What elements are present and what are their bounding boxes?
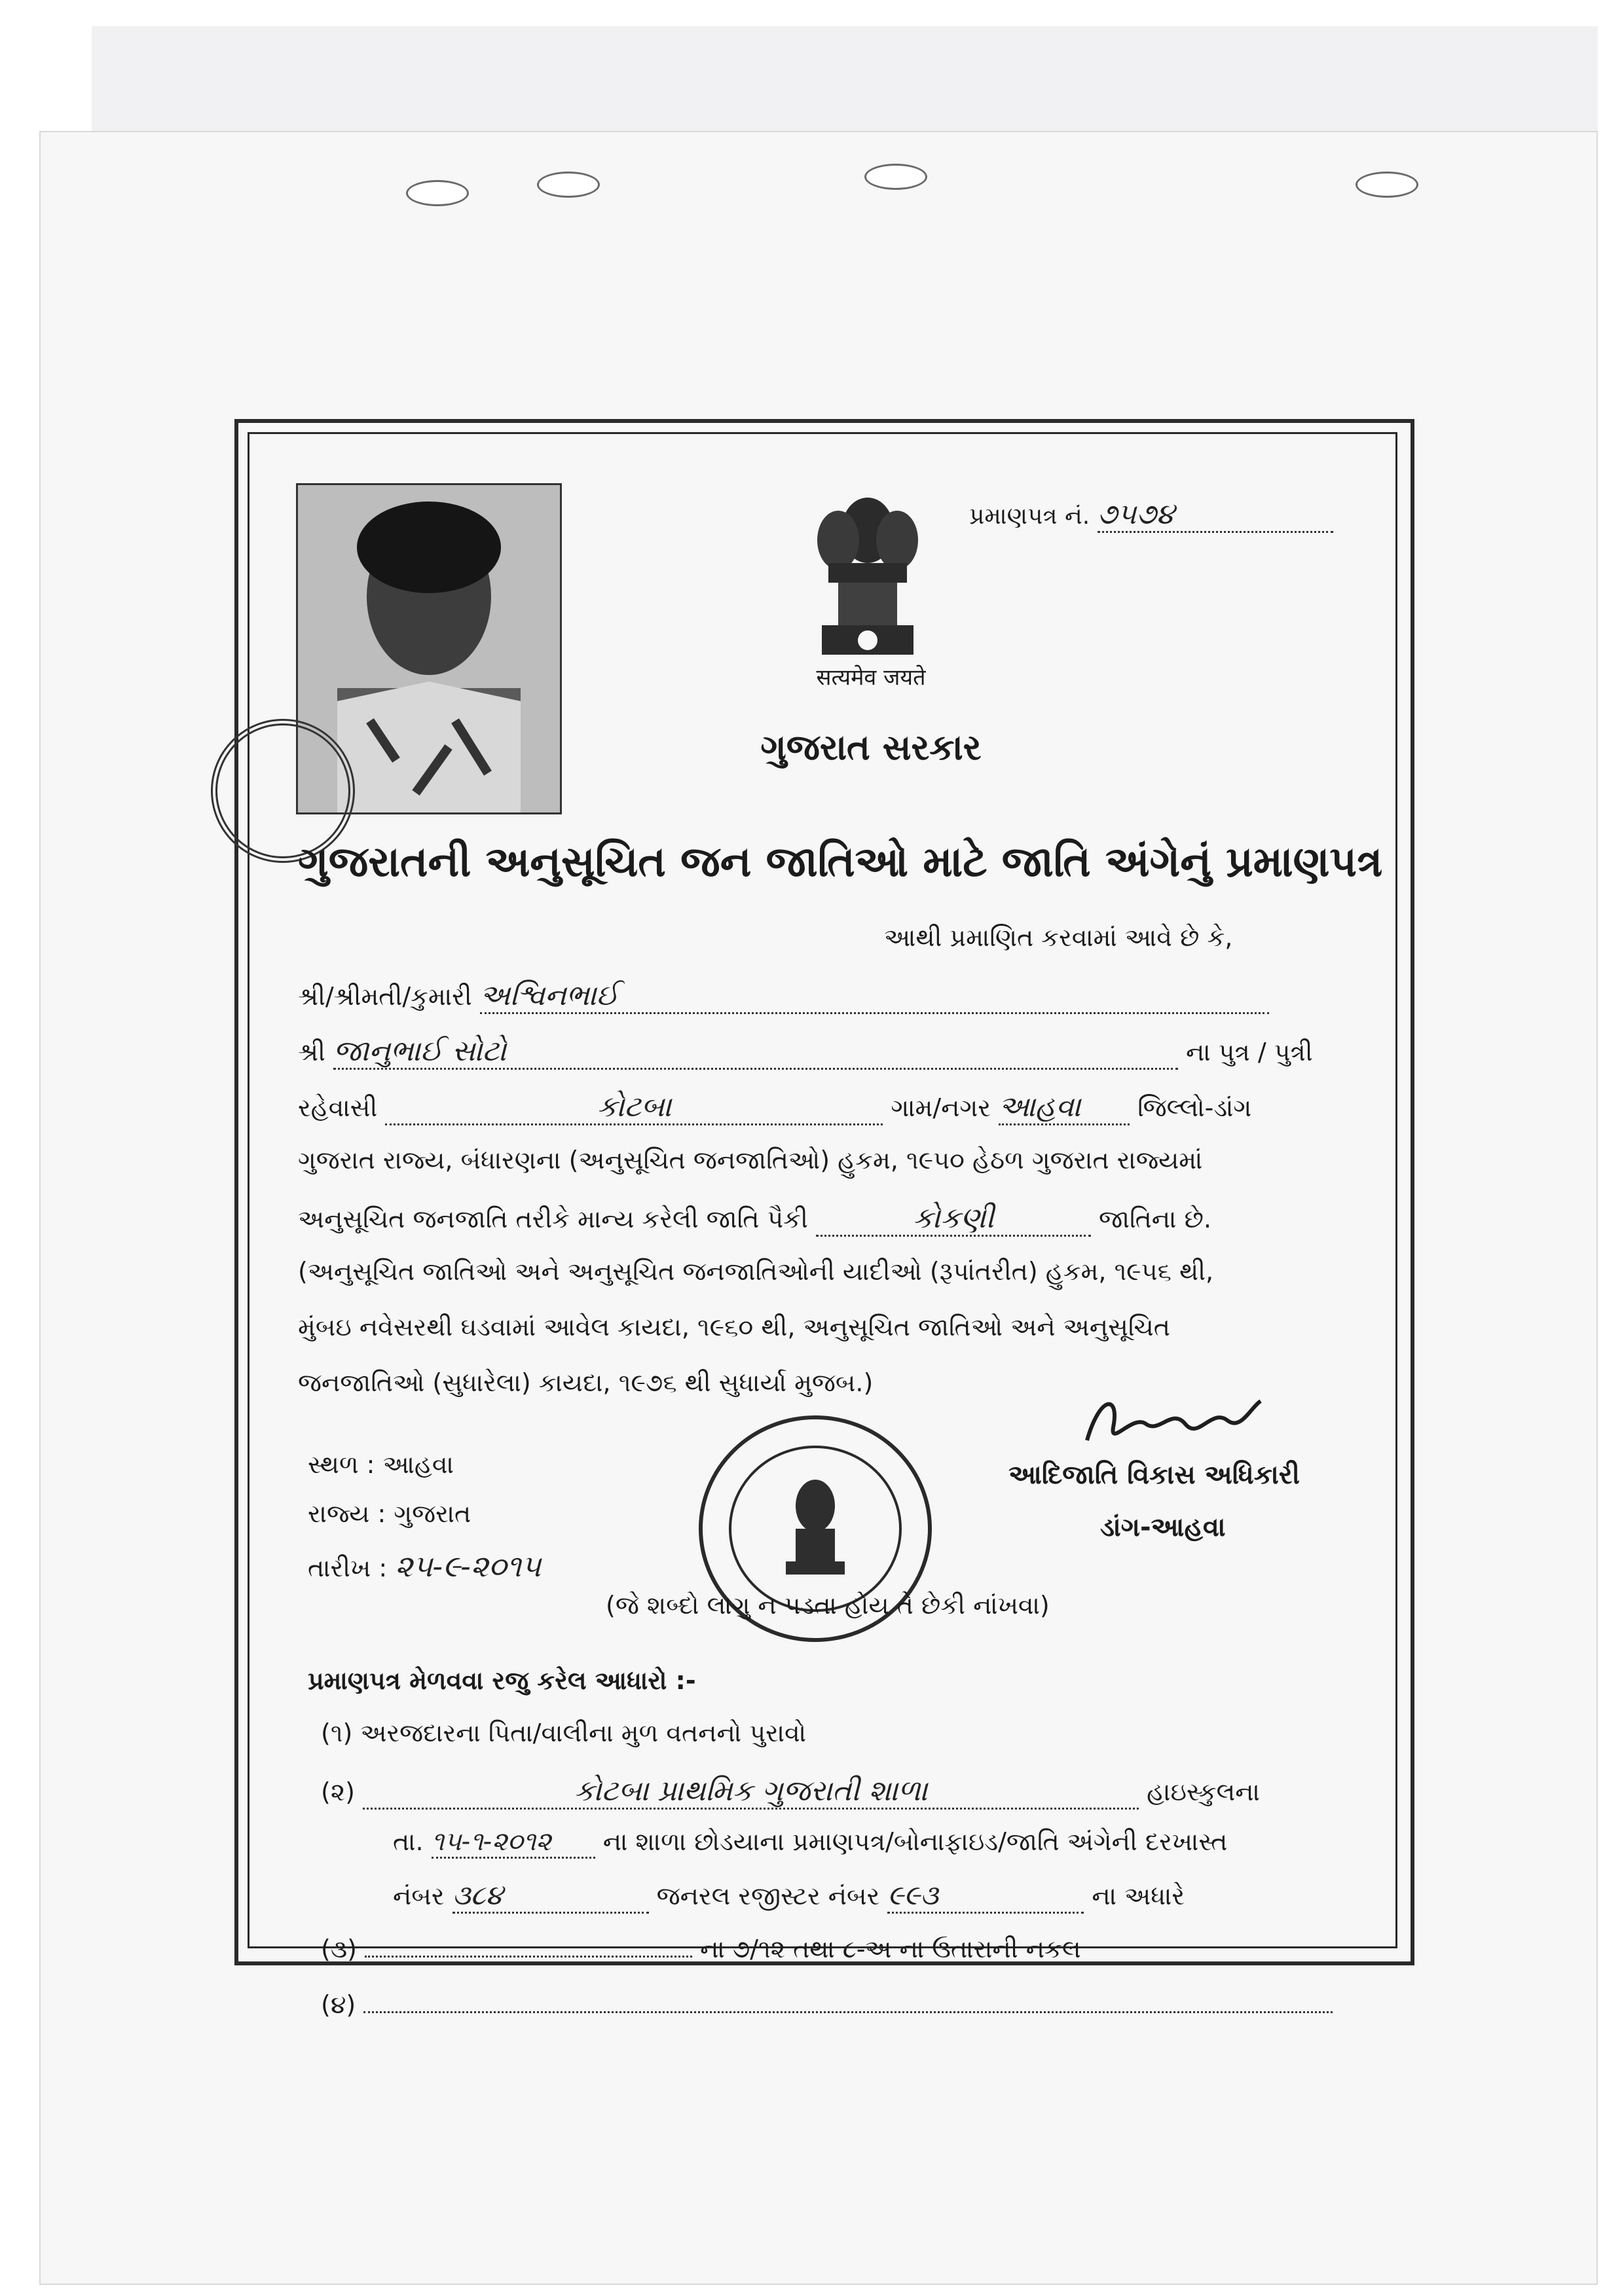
- date-prefix: તા.: [393, 1827, 424, 1856]
- document-item-3-text: ના ૭/૧૨ તથા ૮-અ ના ઉતારાની નકલ: [700, 1935, 1081, 1963]
- register-number: ૯૯૩: [887, 1879, 1084, 1914]
- application-number: ૩૮૪: [452, 1879, 649, 1914]
- number-label: નંબર: [393, 1882, 445, 1910]
- officer-signature: [1080, 1388, 1264, 1460]
- document-item-3-number: (૩): [321, 1935, 357, 1963]
- leaving-date: ૧૫-૧-૨૦૧૨: [432, 1827, 595, 1859]
- date-value: ૨૫-૯-૨૦૧૫: [395, 1548, 542, 1584]
- body-line-3: (અનુસૂચિત જાતિઓ અને અનુસૂચિત જનજાતિઓની યાદીઓ (રૂપાંતરીત) હુકમ, ૧૯૫૬ થી,: [298, 1257, 1214, 1286]
- strike-instruction: (જે શબ્દો લાગુ ન પડતા હોય તે છેકી નાંખવા): [606, 1591, 1050, 1620]
- resident-label: રહેવાસી: [298, 1093, 378, 1122]
- punch-hole: [1356, 172, 1418, 198]
- document-item-2-line-3: [393, 1879, 1185, 1914]
- document-item-4-number: (૪): [321, 1990, 356, 2019]
- certificate-number-value: ૭૫૭૪: [1098, 498, 1333, 533]
- residence-line: [298, 1090, 1251, 1125]
- name-prefix-label: શ્રી/શ્રીમતી/કુમારી: [298, 982, 472, 1011]
- document-item-2-line-2: [393, 1827, 1227, 1859]
- certificate-number-line: [969, 498, 1333, 533]
- district-label: જિલ્લો-ડાંગ: [1137, 1093, 1252, 1122]
- ashoka-emblem-icon: [802, 491, 933, 668]
- body-line-2: [298, 1201, 1211, 1237]
- basis-suffix: ના અધારે: [1092, 1882, 1185, 1910]
- school-name: કોટબા પ્રાથમિક ગુજરાતી શાળા: [363, 1774, 1139, 1810]
- place-label: સ્થળ :: [308, 1450, 375, 1479]
- document-item-2-number: (૨): [321, 1777, 355, 1806]
- caste-name: કોકણી: [816, 1201, 1091, 1237]
- date-label: તારીખ :: [308, 1554, 388, 1582]
- taluka-name: આહવા: [999, 1090, 1130, 1125]
- state-line: [308, 1499, 471, 1529]
- village-label: ગામ/નગર: [891, 1093, 991, 1122]
- punch-hole: [537, 172, 600, 198]
- document-item-3: [321, 1935, 1081, 1964]
- state-value: ગુજરાત: [394, 1499, 471, 1528]
- certificate-number-label: પ્રમાણપત્ર નં.: [969, 503, 1090, 530]
- father-prefix: શ્રી: [298, 1038, 325, 1066]
- place-line: [308, 1450, 454, 1480]
- name-line: [298, 979, 1269, 1014]
- officer-designation: આદિજાતિ વિકાસ અધિકારી: [1008, 1460, 1300, 1490]
- officer-place: ડાંગ-આહવા: [1100, 1512, 1226, 1542]
- government-title: ગુજરાત સરકાર: [760, 727, 982, 768]
- document-item-4: [321, 1990, 1333, 2020]
- leaving-certificate-text: ના શાળા છોડયાના પ્રમાણપત્ર/બોનાફાઇડ/જાતિ અંગેની દરખાસ્ત: [602, 1827, 1228, 1856]
- punch-hole: [406, 180, 469, 206]
- body-line-1: ગુજરાત રાજ્ય, બંધારણના (અનુસૂચિત જનજાતિઓ) હુકમ, ૧૯૫૦ હેઠળ ગુજરાત રાજ્યમાં: [298, 1146, 1203, 1175]
- body-line-2-pre: અનુસૂચિત જનજાતિ તરીકે માન્ય કરેલી જાતિ પૈકી: [298, 1205, 808, 1233]
- punch-hole: [864, 164, 927, 190]
- son-daughter-label: ના પુત્ર / પુત્રી: [1186, 1038, 1313, 1066]
- emblem-motto: सत्यमेव जयते: [816, 665, 926, 691]
- documents-heading: પ્રમાણપત્ર મેળવવા રજુ કરેલ આધારો :-: [308, 1666, 696, 1695]
- document-item-3-blank: [365, 1956, 692, 1958]
- document-item-2-line-1: [321, 1774, 1260, 1810]
- highschool-suffix: હાઇસ્કુલના: [1147, 1777, 1260, 1806]
- date-line: [308, 1548, 541, 1585]
- document-item-1: (૧) અરજદારના પિતા/વાલીના મુળ વતનનો પુરાવો: [321, 1719, 807, 1747]
- body-line-4: મુંબઇ નવેસરથી ઘડવામાં આવેલ કાયદા, ૧૯૬૦ થી, અનુસૂચિત જાતિઓ અને અનુસૂચિત: [298, 1313, 1170, 1341]
- father-line: [298, 1034, 1313, 1070]
- document-item-4-blank: [363, 2011, 1333, 2013]
- village-name: કોટબા: [385, 1090, 883, 1125]
- body-line-5: જનજાતિઓ (સુધારેલા) કાયદા, ૧૯૭૬ થી સુધાર્યા મુજબ.): [298, 1368, 874, 1397]
- intro-text: આથી પ્રમાણિત કરવામાં આવે છે કે,: [884, 923, 1233, 952]
- place-value: આહવા: [382, 1450, 454, 1479]
- applicant-name: અશ્વિનભાઈ: [480, 979, 1269, 1014]
- certificate-title: ગુજરાતની અનુસૂચિત જન જાતિઓ માટે જાતિ અંગેનું પ્રમાણપત્ર: [298, 838, 1383, 886]
- state-label: રાજ્ય :: [308, 1499, 386, 1528]
- body-line-2-post: જાતિના છે.: [1099, 1205, 1211, 1233]
- register-label: જનરલ રજીસ્ટર નંબર: [656, 1882, 880, 1910]
- father-name: જાનુભાઈ સોટો: [333, 1034, 1178, 1070]
